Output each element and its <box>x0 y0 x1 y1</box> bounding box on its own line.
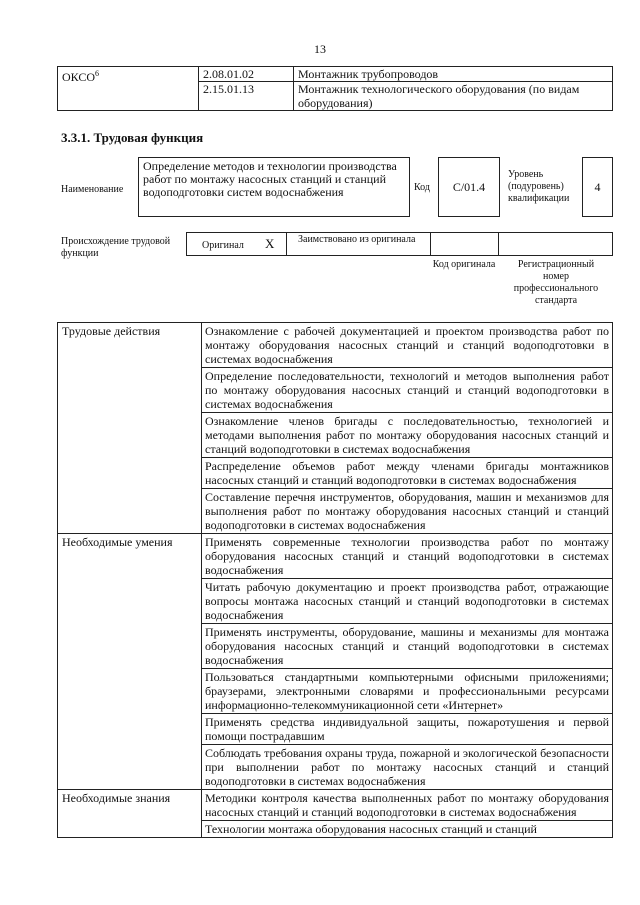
table-row <box>58 67 613 82</box>
list-item: Ознакомление с рабочей документацией и проектом производства работ по монтажу оборудования насосных станций и станций водоподготовки в системах водоснабжения <box>202 323 613 368</box>
qualification-level: 4 <box>594 179 601 194</box>
list-item: Технологии монтажа оборудования насосных станций и станций <box>202 821 613 838</box>
table-row <box>58 790 613 821</box>
okso-code: 2.15.01.13 <box>199 82 294 111</box>
code-label: Код <box>414 182 430 193</box>
borrowed-label: Заимствовано из оригинала <box>298 234 416 245</box>
list-item: Пользоваться стандартными компьютерными офисными приложениями; браузерами, электронными словарями и профессиональными ресурсами информационно-телекоммуникационной сети «Интернет» <box>202 669 613 714</box>
list-item: Читать рабочую документацию и проект производства работ, отражающие вопросы монтажа насосных станций и станций водоподготовки в системах водоснабжения <box>202 579 613 624</box>
list-item: Применять инструменты, оборудование, машины и механизмы для монтажа оборудования насосных станций и станций водоподготовки в системах водоснабжения <box>202 624 613 669</box>
reg-number-caption: Регистрационный номер профессионального стандарта <box>513 259 599 306</box>
original-label: Оригинал <box>202 240 244 251</box>
okso-footnote-ref: 6 <box>95 69 100 78</box>
table-row <box>58 534 613 579</box>
code-box <box>438 157 500 217</box>
list-item: Применять средства индивидуальной защиты, пожаротушения и первой помощи пострадавшим <box>202 714 613 745</box>
code-original-caption: Код оригинала <box>432 259 496 270</box>
origin-divider <box>286 232 287 256</box>
function-details-table <box>57 322 613 838</box>
list-item: Составление перечня инструментов, оборудования, машин и механизмов для выполнения работ по монтажу оборудования насосных станций и станций водоподготовки в системах водоснабжения <box>202 489 613 534</box>
okso-table <box>57 66 613 111</box>
level-label: Уровень (подуровень) квалификации <box>508 169 570 204</box>
okso-name: Монтажник трубопроводов <box>294 67 613 82</box>
list-item: Соблюдать требования охраны труда, пожарной и экологической безопасности при выполнении работ по монтажу насосных станций и станций водоподготовки в системах водоснабжения <box>202 745 613 790</box>
table-row <box>58 323 613 368</box>
origin-divider <box>430 232 431 256</box>
category-required-knowledge: Необходимые знания <box>58 790 202 838</box>
origin-label: Происхождение трудовой функции <box>61 236 171 259</box>
list-item: Распределение объемов работ между членами бригады монтажников насосных станций и станций водоподготовки в системах водоснабжения <box>202 458 613 489</box>
okso-label <box>58 67 199 111</box>
okso-label-text: ОКСО <box>62 70 96 84</box>
okso-name: Монтажник технологического оборудования (по видам оборудования) <box>294 82 613 111</box>
list-item: Определение последовательности, технологий и методов выполнения работ по монтажу оборудования насосных станций и станций водоподготовки в системах водоснабжения <box>202 368 613 413</box>
name-label: Наименование <box>61 184 124 195</box>
function-name: Определение методов и технологии производства работ по монтажу насосных станций и станций водоподготовки систем водоснабжения <box>143 159 397 199</box>
page-number: 13 <box>314 42 326 56</box>
function-name-box <box>138 157 410 217</box>
category-labor-actions: Трудовые действия <box>58 323 202 534</box>
function-code: С/01.4 <box>452 179 486 194</box>
list-item: Ознакомление членов бригады с последовательностью, технологией и методами выполнения работ по монтажу оборудования насосных станций и станций водоподготовки в системах водоснабжения <box>202 413 613 458</box>
list-item: Методики контроля качества выполненных работ по монтажу оборудования насосных станций и станций водоподготовки в системах водоснабжения <box>202 790 613 821</box>
category-required-skills: Необходимые умения <box>58 534 202 790</box>
section-heading: 3.3.1. Трудовая функция <box>61 130 204 145</box>
original-mark: Х <box>265 236 275 251</box>
origin-divider <box>498 232 499 256</box>
list-item: Применять современные технологии производства работ по монтажу оборудования насосных станций и станций водоподготовки в системах водоснабжения <box>202 534 613 579</box>
level-box <box>582 157 613 217</box>
okso-code: 2.08.01.02 <box>199 67 294 82</box>
